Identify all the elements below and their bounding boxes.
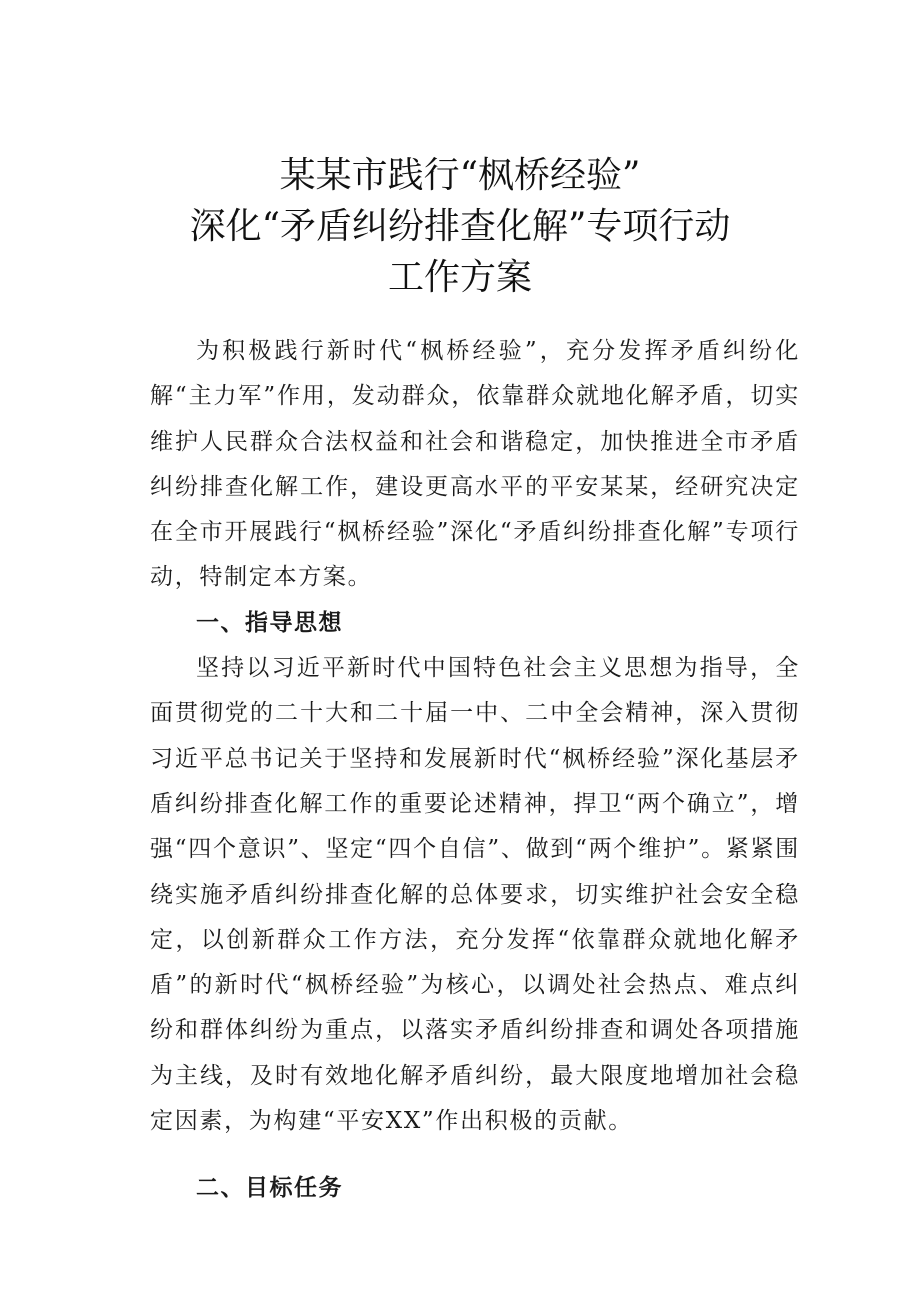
document-title — [0, 150, 920, 303]
section-heading-goals: 二、目标任务 — [196, 1175, 343, 1202]
title-line-2: 深化“矛盾纠纷排查化解”专项行动 — [189, 206, 731, 247]
section-spacer — [150, 1144, 800, 1166]
intro-paragraph: 为积极践行新时代“枫桥经验”，充分发挥矛盾纠纷化解“主力军”作用，发动群众，依靠群众就地化解矛盾，切实维护人民群众合法权益和社会和谐稳定，加快推进全市矛盾纠纷排查化解工作，建设更高水平的平安某某，经研究决定在全市开展践行“枫桥经验”深化“矛盾纠纷排查化解”专项行动，特制定本方案。 — [150, 338, 800, 591]
document-body — [150, 329, 800, 1212]
title-line-1: 某某市践行“枫桥经验” — [279, 155, 641, 196]
guiding-thought-paragraph: 坚持以习近平新时代中国特色社会主义思想为指导，全面贯彻党的二十大和二十届一中、二中全会精神，深入贯彻习近平总书记关于坚持和发展新时代“枫桥经验”深化基层矛盾纠纷排查化解工作的重要论述精神，捍卫“两个确立”，增强“四个意识”、坚定“四个自信”、做到“两个维护”。紧紧围绕实施矛盾纠纷排查化解的总体要求，切实维护社会安全稳定，以创新群众工作方法，充分发挥“依靠群众就地化解矛盾”的新时代“枫桥经验”为核心，以调处社会热点、难点纠纷和群体纠纷为重点，以落实矛盾纠纷排查和调处各项措施为主线，及时有效地化解矛盾纠纷，最大限度地增加社会稳定因素，为构建“平安XX”作出积极的贡献。 — [150, 655, 800, 1135]
title-line-3: 工作方案 — [387, 257, 532, 298]
section-heading-guiding-thought: 一、指导思想 — [196, 609, 343, 636]
